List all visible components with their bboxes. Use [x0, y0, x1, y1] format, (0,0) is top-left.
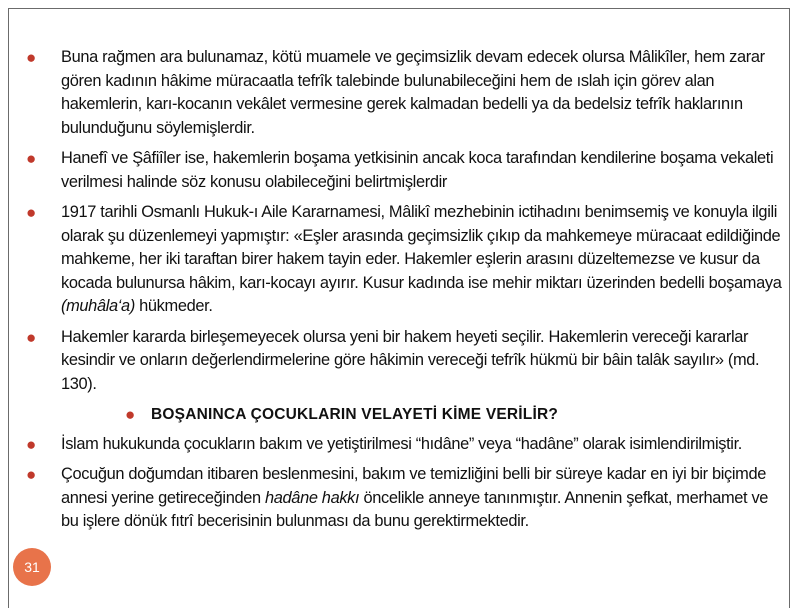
bullet-text-part: öncelikle anneye tanınmıştır. Annenin şefkat, merhamet ve bu işlere dönük fıtrî becerisinin bulunması da bunu gerektirmektedir.	[61, 488, 769, 530]
bullet-item-2	[24, 147, 784, 194]
bullet-icon: ●	[26, 48, 36, 67]
bullet-italic-term: (muhâla‘a)	[61, 297, 135, 315]
bullet-text: Hanefî ve Şâfiîler ise, hakemlerin boşama yetkisinin ancak koca tarafından kendilerine boşama vekaleti verilmesi halinde söz konusu olabileceğini belirtmişlerdir	[61, 149, 774, 191]
bullet-text-part: Çocuğun doğumdan itibaren beslenmesini, bakım ve temizliğini belli bir süreye kadar en iyi bir biçimde annesi yerine getireceğinden	[61, 465, 766, 507]
bullet-item-4	[24, 326, 784, 397]
page-number-badge: 31	[13, 548, 51, 586]
bullet-text-part: 1917 tarihli Osmanlı Hukuk-ı Aile Kararnamesi, Mâlikî mezhebinin ictihadını benimsemiş ve konuyla ilgili olarak şu düzenlemeyi yapmıştır: «Eşler arasında geçimsizlik çıkıp da mahkemeye müracaat edildiğinde mahkeme, her iki taraftan birer hakem tayin eder. Hakemler eşlerin arasını düzeltemezse ve kusur da kocada bulunursa hâkim, karı-kocayı ayırır. Kusur kadında ise mehir miktarı üzerinden bedelli boşamaya	[61, 203, 782, 292]
bullet-text-part: hükmeder.	[134, 297, 213, 315]
bullet-icon: ●	[26, 149, 36, 168]
slide-content	[24, 46, 784, 541]
bullet-item-6	[24, 463, 784, 534]
bullet-text: İslam hukukunda çocukların bakım ve yetiştirilmesi “hıdâne” veya “hadâne” olarak isimlendirilmiştir.	[61, 434, 743, 453]
bullet-item-3	[24, 201, 784, 319]
bullet-icon: ●	[26, 465, 36, 484]
bullet-item-1	[24, 46, 784, 140]
bullet-icon: ●	[26, 434, 36, 454]
bullet-icon: ●	[26, 327, 36, 347]
bullet-icon: ●	[26, 203, 36, 222]
bullet-italic-term: hadâne hakkı	[265, 488, 360, 507]
bullet-icon: ●	[125, 405, 136, 424]
section-heading-text: BOŞANINCA ÇOCUKLARIN VELAYETİ KİME VERİLİR?	[151, 406, 559, 423]
section-heading	[24, 403, 784, 427]
bullet-item-5	[24, 433, 784, 457]
bullet-text: Buna rağmen ara bulunamaz, kötü muamele ve geçimsizlik devam edecek olursa Mâlikîler, hem zarar gören kadının hâkime müracaatla tefrîk talebinde bulunabileceğini hem de ıslah için görev alan hakemlerin, karı-kocanın vekâlet vermesine gerek kalmadan bedelli ya da bedelsiz tefrîk haklarının bulunduğunu söylemişlerdir.	[61, 48, 765, 137]
bullet-text: Hakemler kararda birleşemeyecek olursa yeni bir hakem heyeti seçilir. Hakemlerin vereceği kararlar kesindir ve onların değerlendirmelerine göre hâkimin vereceği tefrîk hükmü bir bâin talâk sayılır» (md. 130).	[61, 327, 760, 393]
